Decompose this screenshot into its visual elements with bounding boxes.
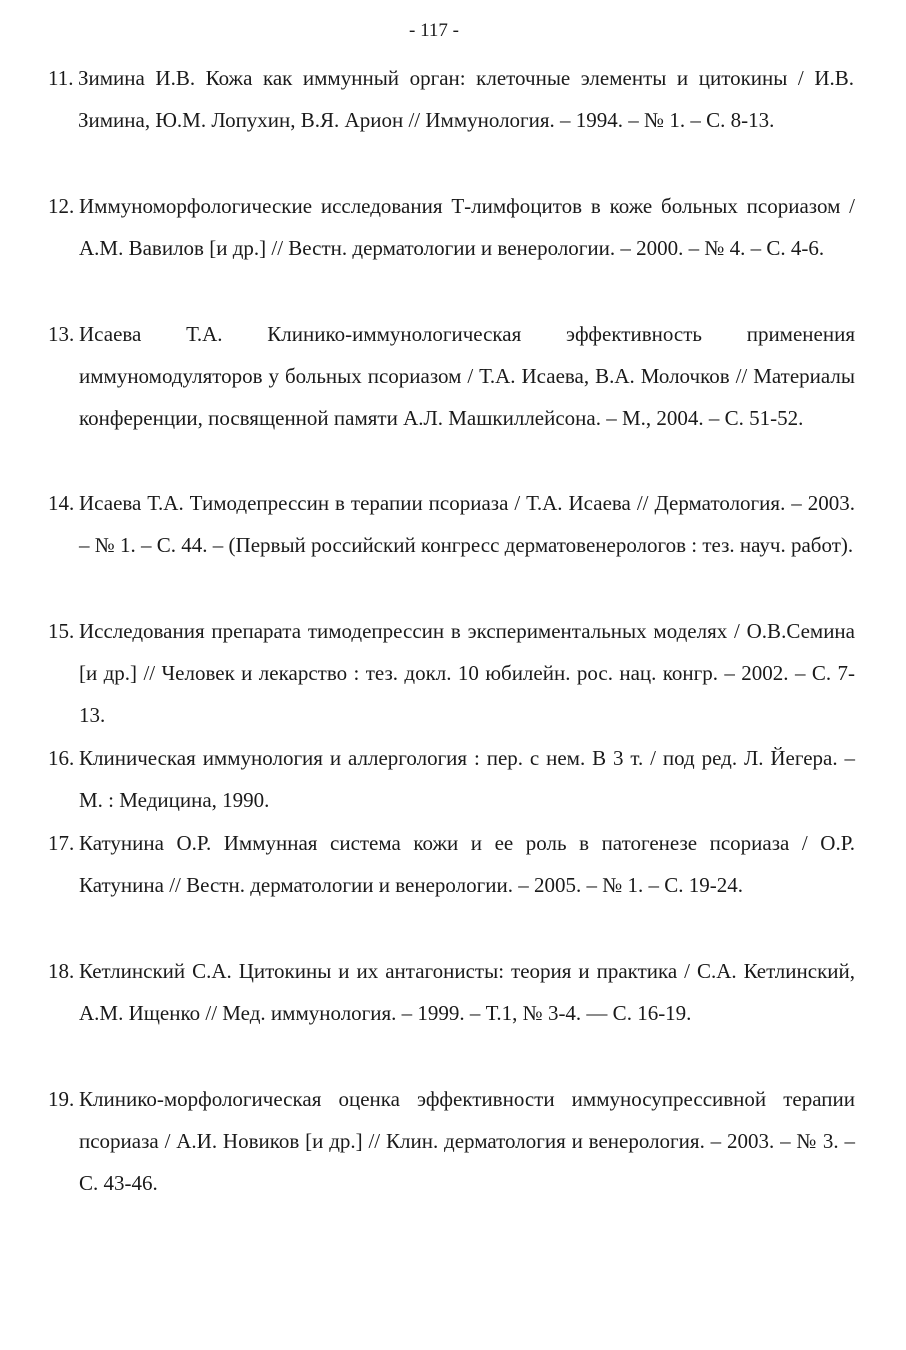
reference-text: Катунина О.Р. Иммунная система кожи и ее роль в патогенезе псориаза / О.Р. Катунина // Вестн. дерматологии и венерологии. – 2005. – № 1. – С. 19-24. — [79, 831, 855, 897]
reference-text: Кетлинский С.А. Цитокины и их антагонисты: теория и практика / С.А. Кетлинский, А.М. Ищенко // Мед. иммунология. – 1999. – Т.1, № 3-4. — С. 16-19. — [79, 959, 855, 1025]
reference-text: Исаева Т.А. Тимодепрессин в терапии псориаза / Т.А. Исаева // Дерматология. – 2003. – № 1. – С. 44. – (Первый российский конгресс дерматовенерологов : тез. науч. работ). — [79, 491, 855, 557]
reference-text: Клинико-морфологическая оценка эффективности иммуносупрессивной терапии псориаза / А.И. Новиков [и др.] // Клин. дерматология и венерология. – 2003. – № 3. – С. 43-46. — [79, 1087, 855, 1195]
reference-number: 11. — [48, 66, 74, 90]
reference-text: Зимина И.В. Кожа как иммунный орган: клеточные элементы и цитокины / И.В. Зимина, Ю.М. Лопухин, В.Я. Арион // Иммунология. – 1994. – № 1. – С. 8-13. — [78, 66, 854, 132]
reference-number: 15. — [48, 619, 75, 643]
reference-number: 16. — [48, 746, 75, 770]
reference-text: Иммуноморфологические исследования Т-лимфоцитов в коже больных псориазом / А.М. Вавилов [и др.] // Вестн. дерматологии и венерологии. – 2000. – № 4. – С. 4-6. — [79, 194, 855, 260]
reference-text: Исследования препарата тимодепрессин в экспериментальных моделях / О.В.Семина [и др.] // Человек и лекарство : тез. докл. 10 юбилейн. рос. нац. конгр. – 2002. – С. 7-13. — [79, 619, 855, 727]
reference-number: 14. — [48, 491, 75, 515]
reference-number: 19. — [48, 1087, 75, 1111]
reference-number: 12. — [48, 194, 75, 218]
reference-number: 13. — [48, 322, 75, 346]
reference-text: Клиническая иммунология и аллергология : пер. с нем. В 3 т. / под ред. Л. Йегера. – М. : Медицина, 1990. — [79, 746, 855, 812]
reference-number: 18. — [48, 959, 75, 983]
reference-number: 17. — [48, 831, 75, 855]
page-number: - 117 - — [409, 20, 459, 41]
reference-text: Исаева Т.А. Клинико-иммунологическая эффективность применения иммуномодуляторов у больных псориазом / Т.А. Исаева, В.А. Молочков // Материалы конференции, посвященной памяти А.Л. Машкиллейсона. – М., 2004. – С. 51-52. — [79, 322, 855, 430]
